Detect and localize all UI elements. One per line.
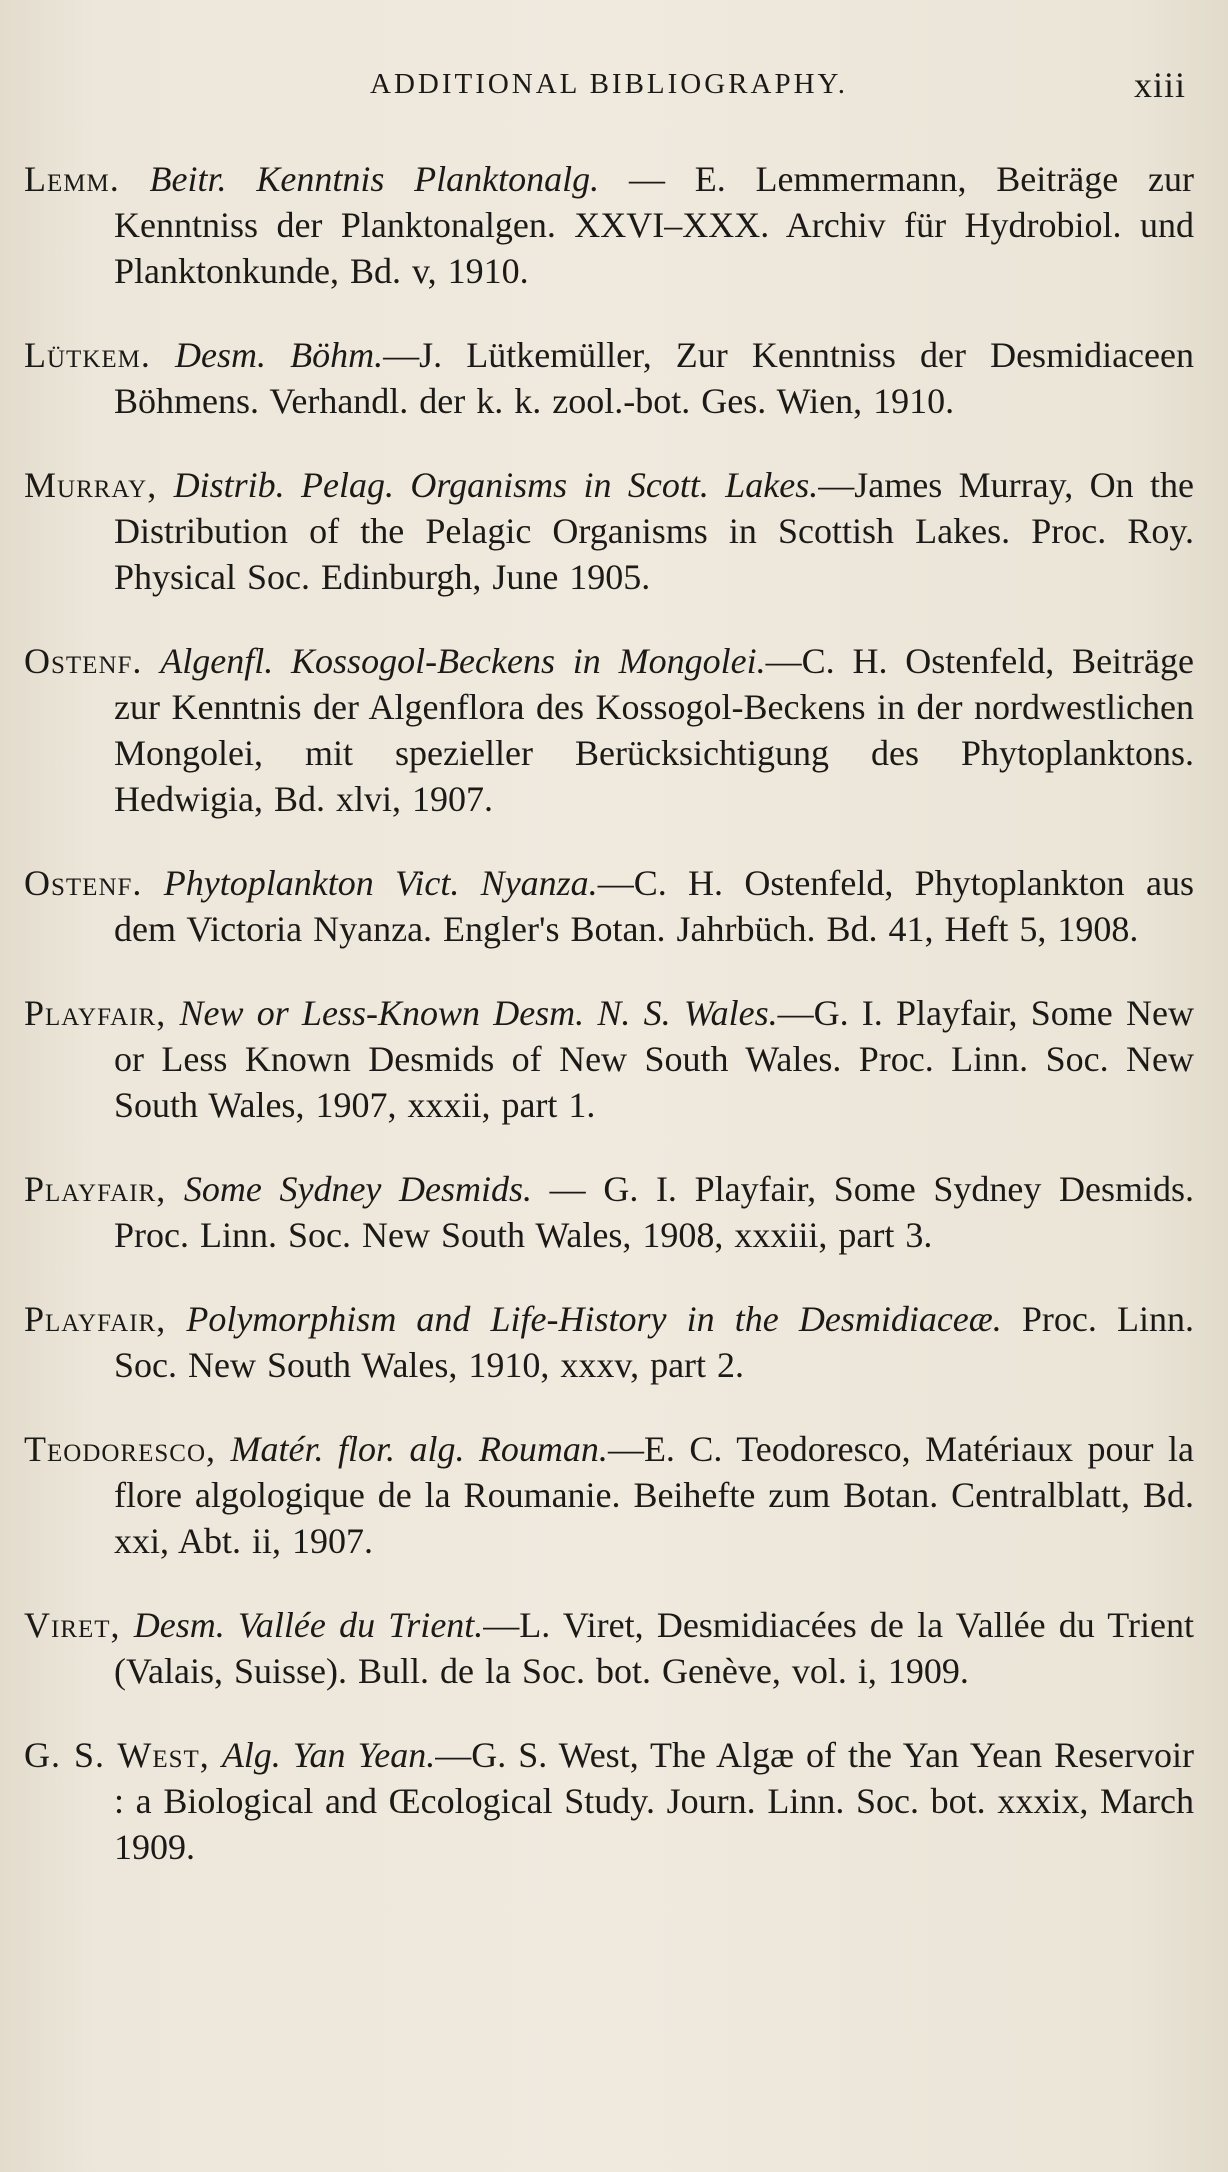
entry-citation: —G. I. Playfair, Some New or Less Known Desmids of New South Wales. Proc. Linn. Soc. New South Wales, 1907, xxxii, part 1. bbox=[114, 993, 1194, 1125]
entry-short-title: Desm. Vallée du Trient. bbox=[133, 1605, 484, 1645]
bibliography-entry bbox=[24, 1296, 1194, 1388]
entry-short-title: Desm. Böhm. bbox=[174, 335, 384, 375]
entry-short-title: Algenfl. Kossogol-Beckens in Mongolei. bbox=[160, 641, 766, 681]
entry-author: Ostenf. bbox=[24, 641, 143, 681]
bibliography-entry bbox=[24, 990, 1194, 1128]
entry-short-title: Polymorphism and Life-History in the Desmidiaceæ. bbox=[186, 1299, 1002, 1339]
bibliography-entry bbox=[24, 1166, 1194, 1258]
page-number: xiii bbox=[1133, 65, 1186, 105]
entry-citation: Proc. Linn. Soc. New South Wales, 1910, xxxv, part 2. bbox=[114, 1299, 1194, 1385]
entry-author: Teodoresco, bbox=[24, 1429, 217, 1469]
bibliography-entry bbox=[24, 332, 1194, 424]
entry-citation: —James Murray, On the Distribution of the Pelagic Organisms in Scottish Lakes. Proc. Roy. Physical Soc. Edinburgh, June 1905. bbox=[114, 465, 1194, 597]
entry-citation: —J. Lütkemüller, Zur Kenntniss der Desmidiaceen Böhmens. Verhandl. der k. k. zool.-bot. Ges. Wien, 1910. bbox=[114, 335, 1194, 421]
entry-short-title: Some Sydney Desmids. bbox=[183, 1169, 533, 1209]
entry-citation: —G. S. West, The Algæ of the Yan Yean Reservoir : a Biological and Œcological Study. Journ. Linn. Soc. bot. xxxix, March 1909. bbox=[114, 1735, 1195, 1867]
entry-citation: —E. C. Teodoresco, Matériaux pour la flore algologique de la Roumanie. Beihefte zum Botan. Centralblatt, Bd. xxi, Abt. ii, 1907. bbox=[114, 1429, 1194, 1561]
entry-short-title: Phytoplankton Vict. Nyanza. bbox=[163, 863, 598, 903]
entry-author: Lemm. bbox=[24, 159, 120, 199]
entry-citation: —C. H. Ostenfeld, Beiträge zur Kenntnis der Algenflora des Kossogol-Beckens in der nordwestlichen Mongolei, mit spezieller Berücksichtigung des Phytoplanktons. Hedwigia, Bd. xlvi, 1907. bbox=[114, 641, 1194, 819]
entry-short-title: Matér. flor. alg. Rouman. bbox=[230, 1429, 608, 1469]
entry-short-title: New or Less-Known Desm. N. S. Wales. bbox=[179, 993, 778, 1033]
running-head bbox=[24, 56, 1194, 106]
running-title: ADDITIONAL BIBLIOGRAPHY. bbox=[370, 68, 848, 100]
entry-author: Playfair, bbox=[24, 1169, 167, 1209]
entry-author: Murray, bbox=[24, 465, 158, 505]
bibliography-entry bbox=[24, 860, 1194, 952]
bibliography-list bbox=[24, 156, 1194, 1870]
bibliography-entry bbox=[24, 462, 1194, 600]
bibliography-entry bbox=[24, 638, 1194, 822]
bibliography-entry bbox=[24, 1602, 1194, 1694]
entry-author: Playfair, bbox=[24, 1299, 167, 1339]
entry-author: Lütkem. bbox=[24, 335, 151, 375]
entry-author: Ostenf. bbox=[24, 863, 143, 903]
entry-author: Viret, bbox=[24, 1605, 121, 1645]
entry-author: Playfair, bbox=[24, 993, 167, 1033]
bibliography-entry bbox=[24, 1732, 1194, 1870]
bibliography-entry bbox=[24, 156, 1194, 294]
entry-citation: —C. H. Ostenfeld, Phytoplankton aus dem Victoria Nyanza. Engler's Botan. Jahrbüch. Bd. 41, Heft 5, 1908. bbox=[114, 863, 1194, 949]
entry-short-title: Distrib. Pelag. Organisms in Scott. Lakes. bbox=[173, 465, 819, 505]
entry-short-title: Beitr. Kenntnis Planktonalg. bbox=[149, 159, 600, 199]
entry-citation: —L. Viret, Desmidiacées de la Vallée du Trient (Valais, Suisse). Bull. de la Soc. bot. Genève, vol. i, 1909. bbox=[114, 1605, 1194, 1691]
entry-citation: — G. I. Playfair, Some Sydney Desmids. Proc. Linn. Soc. New South Wales, 1908, xxxiii, part 3. bbox=[114, 1169, 1194, 1255]
entry-author: G. S. West, bbox=[24, 1735, 210, 1775]
bibliography-entry bbox=[24, 1426, 1194, 1564]
entry-citation: — E. Lemmermann, Beiträge zur Kenntniss der Planktonalgen. XXVI–XXX. Archiv für Hydrobiol. und Planktonkunde, Bd. v, 1910. bbox=[114, 159, 1194, 291]
entry-short-title: Alg. Yan Yean. bbox=[221, 1735, 436, 1775]
